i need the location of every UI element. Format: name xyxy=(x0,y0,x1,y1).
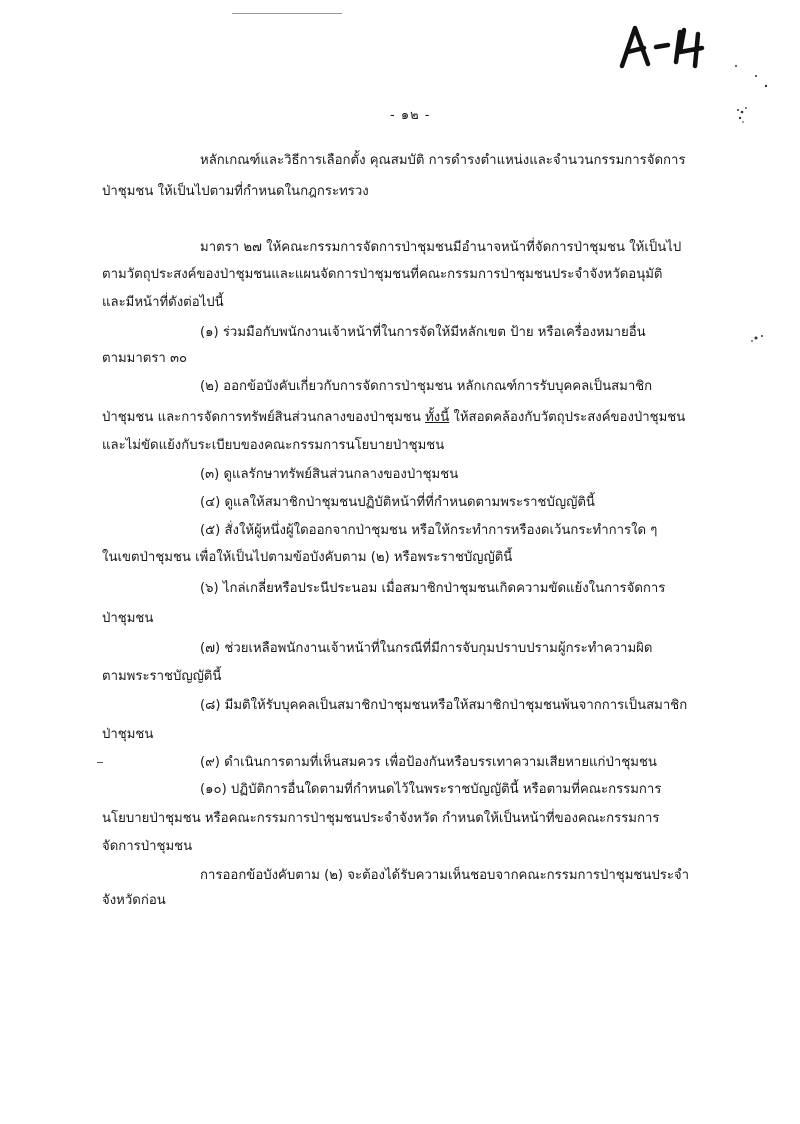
list-item: (๘) มีมติให้รับบุคคลเป็นสมาชิกป่าชุมชนหรือให้สมาชิกป่าชุมชนพ้นจากการเป็นสมาชิก xyxy=(200,698,688,713)
list-item-continuation: และไม่ขัดแย้งกับระเบียบของคณะกรรมการนโยบายป่าชุมชน xyxy=(102,438,445,453)
underlined-word: ทั้งนี้ xyxy=(425,410,450,425)
list-item-continuation: ตามพระราชบัญญัตินี้ xyxy=(102,669,222,684)
list-item: (๕) สั่งให้ผู้หนึ่งผู้ใดออกจากป่าชุมชน หรือให้กระทำการหรืองดเว้นกระทำการใด ๆ xyxy=(200,523,658,538)
paragraph-line: ตามวัตถุประสงค์ของป่าชุมชนและแผนจัดการป่าชุมชนที่คณะกรรมการป่าชุมชนประจำจังหวัดอนุมัติ xyxy=(102,267,663,282)
paragraph-line: หลักเกณฑ์และวิธีการเลือกตั้ง คุณสมบัติ การดำรงตำแหน่งและจำนวนกรรมการจัดการ xyxy=(200,153,686,168)
list-item-continuation: จัดการป่าชุมชน xyxy=(102,839,193,854)
list-item-continuation: ป่าชุมชน xyxy=(102,611,154,626)
list-item-continuation: ป่าชุมชน xyxy=(102,727,154,742)
scan-edge-line xyxy=(232,13,342,14)
section-27-line: มาตรา ๒๗ ให้คณะกรรมการจัดการป่าชุมชนมีอำนาจหน้าที่จัดการป่าชุมชน ให้เป็นไป xyxy=(200,240,682,255)
list-item: (๙) ดำเนินการตามที่เห็นสมควร เพื่อป้องกันหรือบรรเทาความเสียหายแก่ป่าชุมชน xyxy=(200,755,657,770)
scan-specks xyxy=(716,60,800,480)
list-item: (๖) ไกล่เกลี่ยหรือประนีประนอม เมื่อสมาชิกป่าชุมชนเกิดความขัดแย้งในการจัดการ xyxy=(200,581,666,596)
paragraph-line: ป่าชุมชน ให้เป็นไปตามที่กำหนดในกฎกระทรวง xyxy=(102,184,369,199)
paragraph-line: การออกข้อบังคับตาม (๒) จะต้องได้รับความเห็นชอบจากคณะกรรมการป่าชุมชนประจำ xyxy=(200,868,690,883)
text-segment: ป่าชุมชน และการจัดการทรัพย์สินส่วนกลางของป่าชุมชน xyxy=(102,410,426,425)
handwritten-stamp xyxy=(618,22,710,70)
list-item: (๓) ดูแลรักษาทรัพย์สินส่วนกลางของป่าชุมชน xyxy=(200,467,459,482)
page-number: - ๑๒ - xyxy=(390,108,431,123)
list-item: (๗) ช่วยเหลือพนักงานเจ้าหน้าที่ในกรณีที่มีการจับกุมปราบปรามผู้กระทำความผิด xyxy=(200,641,653,656)
text-segment: ให้สอดคล้องกับวัตถุประสงค์ของป่าชุมชน xyxy=(449,410,686,425)
list-item-continuation: ในเขตป่าชุมชน เพื่อให้เป็นไปตามข้อบังคับตาม (๒) หรือพระราชบัญญัตินี้ xyxy=(102,550,513,565)
list-item: (๔) ดูแลให้สมาชิกป่าชุมชนปฏิบัติหน้าที่ที่กำหนดตามพระราชบัญญัตินี้ xyxy=(200,495,595,510)
paragraph-line: และมีหน้าที่ดังต่อไปนี้ xyxy=(102,295,224,310)
list-item-continuation xyxy=(102,409,685,427)
list-item-continuation: ตามมาตรา ๓๐ xyxy=(102,351,188,366)
list-item: (๑) ร่วมมือกับพนักงานเจ้าหน้าที่ในการจัดให้มีหลักเขต ป้าย หรือเครื่องหมายอื่น xyxy=(200,325,646,340)
scan-mark xyxy=(97,762,103,763)
list-item-continuation: นโยบายป่าชุมชน หรือคณะกรรมการป่าชุมชนประจำจังหวัด กำหนดให้เป็นหน้าที่ของคณะกรรมการ xyxy=(102,811,660,826)
paragraph-line: จังหวัดก่อน xyxy=(102,893,166,908)
list-item: (๒) ออกข้อบังคับเกี่ยวกับการจัดการป่าชุมชน หลักเกณฑ์การรับบุคคลเป็นสมาชิก xyxy=(200,379,653,394)
list-item: (๑๐) ปฏิบัติการอื่นใดตามที่กำหนดไว้ในพระราชบัญญัตินี้ หรือตามที่คณะกรรมการ xyxy=(200,782,662,797)
